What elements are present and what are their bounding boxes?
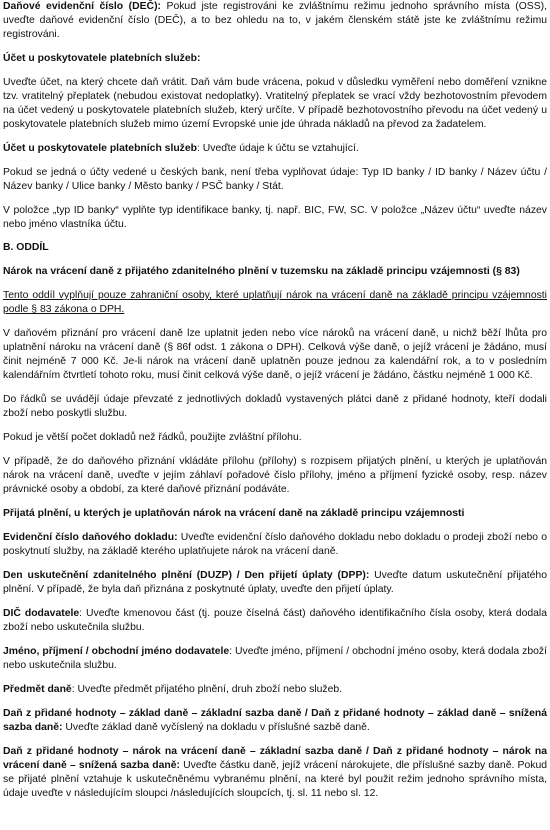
term-tax-base: Daň z přidané hodnoty – základ daně – základní sazba daně / Daň z přidané hodnoty – základ daně – snížená sazba daně: — [3, 708, 547, 733]
term-supplier-vat-id: DIČ dodavatele — [3, 608, 80, 619]
term-subject: Předmět daně — [3, 684, 72, 695]
term-account: Účet u poskytovatele platebních služeb — [3, 143, 198, 154]
paragraph-dec — [3, 0, 547, 42]
paragraph-foreign-persons — [3, 289, 547, 317]
paragraph-account-refund: Uveďte účet, na který chcete daň vrátit. Daň vám bude vrácena, pokud v důsledku vyměření nebo doměření vznikne tzv. vratitelný přeplatek (nebudou existovat nedoplatky). Vratitelný přeplatek se vrací vždy bezhotovostním převodem na účet vedený u poskytovatele platebních služeb, který určíte. V případě bezhotovostního převodu na účet vedený u poskytovatele platebních služeb mimo území Evropské unie jde úhrada nákladů na převod za žadatelem. — [3, 77, 547, 130]
paragraph-supplier-vat-id — [3, 607, 547, 635]
paragraph-czech-banks: Pokud se jedná o účty vedené u českých bank, není třeba vyplňovat údaje: Typ ID banky / ID banky / Název účtu / Název banky / Ulice banky / Město banky / PSČ banky / Stát. — [3, 167, 547, 192]
paragraph-invoice-number — [3, 531, 547, 559]
text-duzp: Uveďte datum uskutečnění přijatého plnění. V případě, že byla daň přiznána z poskytnuté úplaty, uveďte den přijetí úplaty. — [3, 570, 547, 595]
text-invoice-number: Uveďte evidenční číslo daňového dokladu nebo dokladu o prodeji zboží nebo o poskytnutí služby, na základě kterého uplatňujete nárok na vrácení daně. — [3, 532, 547, 557]
heading-received-supplies: Přijatá plnění, u kterých je uplatňován nárok na vrácení daně na základě principu vzájemnosti — [3, 508, 465, 519]
heading-reciprocity-claim: Nárok na vrácení daně z přijatého zdanitelného plnění v tuzemsku na základě principu vzájemnosti (§ 83) — [3, 266, 520, 277]
paragraph-claims-limits: V daňovém přiznání pro vrácení daně lze uplatnit jeden nebo více nároků na vrácení daně, u nichž běží lhůta pro uplatnění nároku na vrácení daně (§ 86f odst. 1 zákona o DPH). Celková výše daně, o jejíž vrácení je žádáno, musí činit nejméně 7 000 Kč. Je-li nárok na vrácení daně uplatněn pouze jednou za kalendářní rok, a to v posledním kalendářním čtvrtletí tohoto roku, musí činit celková výše daně, o jejíž vrácení je žádáno, částku nejméně 1 000 Kč. — [3, 328, 547, 381]
heading-account: Účet u poskytovatele platebních služeb: — [3, 53, 201, 64]
text-supplier-vat-id: : Uveďte kmenovou část (tj. pouze číselná část) daňového identifikačního čísla osoby, která dodala zboží nebo uskutečnila službu. — [3, 608, 547, 633]
paragraph-refund-claim — [3, 745, 547, 801]
paragraph-subject — [3, 683, 547, 697]
paragraph-duzp — [3, 569, 547, 597]
term-supplier-name: Jméno, příjmení / obchodní jméno dodavatele — [3, 646, 230, 657]
underlined-text: Tento oddíl vyplňují pouze zahraniční osoby, které uplatňují nárok na vrácení daně na základě principu vzájemnosti podle § 83 zákona o DPH. — [3, 290, 547, 315]
paragraph-account-details — [3, 142, 547, 156]
term-refund-claim: Daň z přidané hodnoty – nárok na vrácení daně – základní sazba daně / Daň z přidané hodnoty – nárok na vrácení daně – snížená sazba daně: — [3, 746, 547, 771]
paragraph-attachment: Pokud je větší počet dokladů než řádků, použijte zvláštní přílohu. — [3, 432, 302, 443]
text-supplier-name: : Uveďte jméno, příjmení / obchodní jméno osoby, která dodala zboží nebo uskutečnila službu. — [3, 646, 547, 671]
text-dec: Pokud jste registrováni ke zvláštnímu režimu jednoho správního místa (OSS), uveďte daňové evidenční číslo (DEČ), a to bez ohledu na to, v jakém členském státě jste ke zvláštnímu režimu registrováni. — [3, 1, 547, 40]
paragraph-bank-id-type: V položce „typ ID banky“ vyplňte typ identifikace banky, tj. např. BIC, FW, SC. V položce „Název účtu“ uveďte název nebo jméno vlastníka účtu. — [3, 205, 547, 230]
paragraph-tax-base — [3, 707, 547, 735]
paragraph-attachment-header: V případě, že do daňového přiznání vkládáte přílohu (přílohy) s rozpisem přijatých plnění, u kterých je uplatňován nárok na vrácení daně, uveďte v jejím záhlaví pořadové číslo přílohy, jméno a příjmení fyzické osoby, resp. název právnické osoby a období, za které daňové přiznání podáváte. — [3, 456, 547, 495]
text-subject: : Uveďte předmět přijatého plnění, druh zboží nebo služeb. — [71, 684, 343, 695]
text-refund-claim: Uveďte částku daně, jejíž vrácení nárokujete, dle příslušné sazby daně. Pokud se přijaté plnění vztahuje k uskutečněnému vybranému plnění, na které byl použit režim jednoho správního místa, údaje uveďte v následujícím sloupci /následujících sloupcích, tj. sl. 11 nebo sl. 12. — [3, 760, 548, 799]
paragraph-supplier-name — [3, 645, 547, 673]
paragraph-rows: Do řádků se uvádějí údaje převzaté z jednotlivých dokladů vystavených plátci daně z přidané hodnoty, kteří dodali zboží nebo poskytli službu. — [3, 394, 547, 419]
term-duzp: Den uskutečnění zdanitelného plnění (DUZP) / Den přijetí úplaty (DPP): — [3, 570, 370, 581]
term-dec: Daňové evidenční číslo (DEČ): — [3, 1, 161, 12]
text-account: : Uveďte údaje k účtu se vztahující. — [197, 143, 359, 154]
section-b-title: B. ODDÍL — [3, 242, 49, 253]
text-tax-base: Uveďte základ daně vyčíslený na dokladu v příslušné sazbě daně. — [62, 722, 370, 733]
term-invoice-number: Evidenční číslo daňového dokladu: — [3, 532, 178, 543]
